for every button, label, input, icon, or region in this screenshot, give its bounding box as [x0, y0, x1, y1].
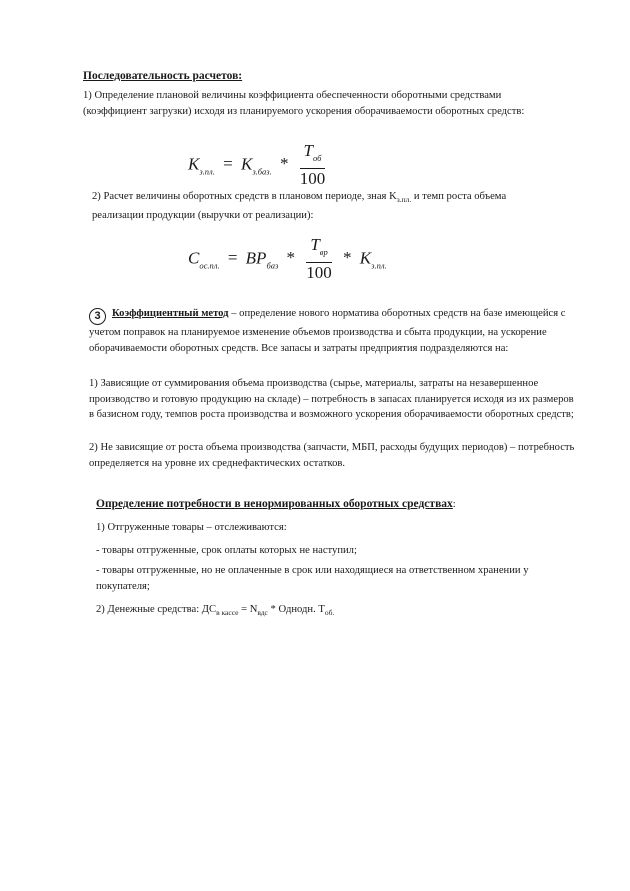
heading-non-normalized-capital: Определение потребности в ненормированных оборотных средствах: [96, 498, 456, 510]
paragraph-shipped-unpaid: - товары отгруженные, но не оплаченные в срок или находящиеся на ответственном хранении у покупателя; [96, 565, 529, 592]
paragraph-coefficient-method: 3 Коэффициентный метод – определение нового норматива оборотных средств на базе имеющейся с учетом поправок на планируемое изменение объемов производства и сбыта продукции, на ускорение оборачиваемости оборотных средств. Все запасы и затраты предприятия подразделяются на: [89, 308, 566, 354]
paragraph-dependent-items: 1) Зависящие от суммирования объема производства (сырье, материалы, затраты на незавершенное производство и готовую продукцию на складе) – потребность в запасах планируется исходя из их размеров в базисном году, темпов роста производства и возможного ускорения оборачиваемости оборотных средств; [89, 378, 574, 420]
paragraph-shipped-goods: 1) Отгруженные товары – отслеживаются: [96, 522, 287, 533]
circled-number-3: 3 [89, 308, 106, 325]
paragraph-load-coefficient: 1) Определение плановой величины коэффициента обеспеченности оборотными средствами (коэффициент загрузки) исходя из планируемого ускорения оборачиваемости оборотных средств: [83, 90, 525, 117]
fraction-turnover: $\frac{T_{об}}{100}$ [299, 141, 326, 188]
fraction-growth-rate: $\frac{T_{вр}}{100}$ [306, 235, 332, 282]
formula-load-coefficient: $K_{з.пл.} = K_{з.баз.}$ * $\frac{T_{об}}{100}$ [188, 141, 326, 188]
heading-calculation-sequence: Последовательность расчетов: [83, 70, 243, 82]
paragraph-independent-items: 2) Не зависящие от роста объема производства (запчасти, МБП, расходы будущих периодов) – потребность определяется на уровне их среднефактических остатков. [89, 442, 575, 469]
method-title: Коэффициентный метод [112, 308, 229, 319]
formula-working-capital: $C_{ос.пл.} = BP_{баз}$ * $\frac{T_{вр}}{100}$ * $K_{з.пл.}$ [188, 235, 387, 282]
paragraph-cash: 2) Денежные средства: $ДС_{в кассе} = N_{вдс}$ * Однодн. $Т_{об.}$ [96, 604, 335, 617]
paragraph-working-capital: 2) Расчет величины оборотных средств в плановом периоде, зная $K_{з.пл.}$ и темп роста объема реализации продукции (выручки от реализации): [92, 191, 507, 221]
paragraph-shipped-not-due: - товары отгруженные, срок оплаты которых не наступил; [96, 545, 357, 556]
